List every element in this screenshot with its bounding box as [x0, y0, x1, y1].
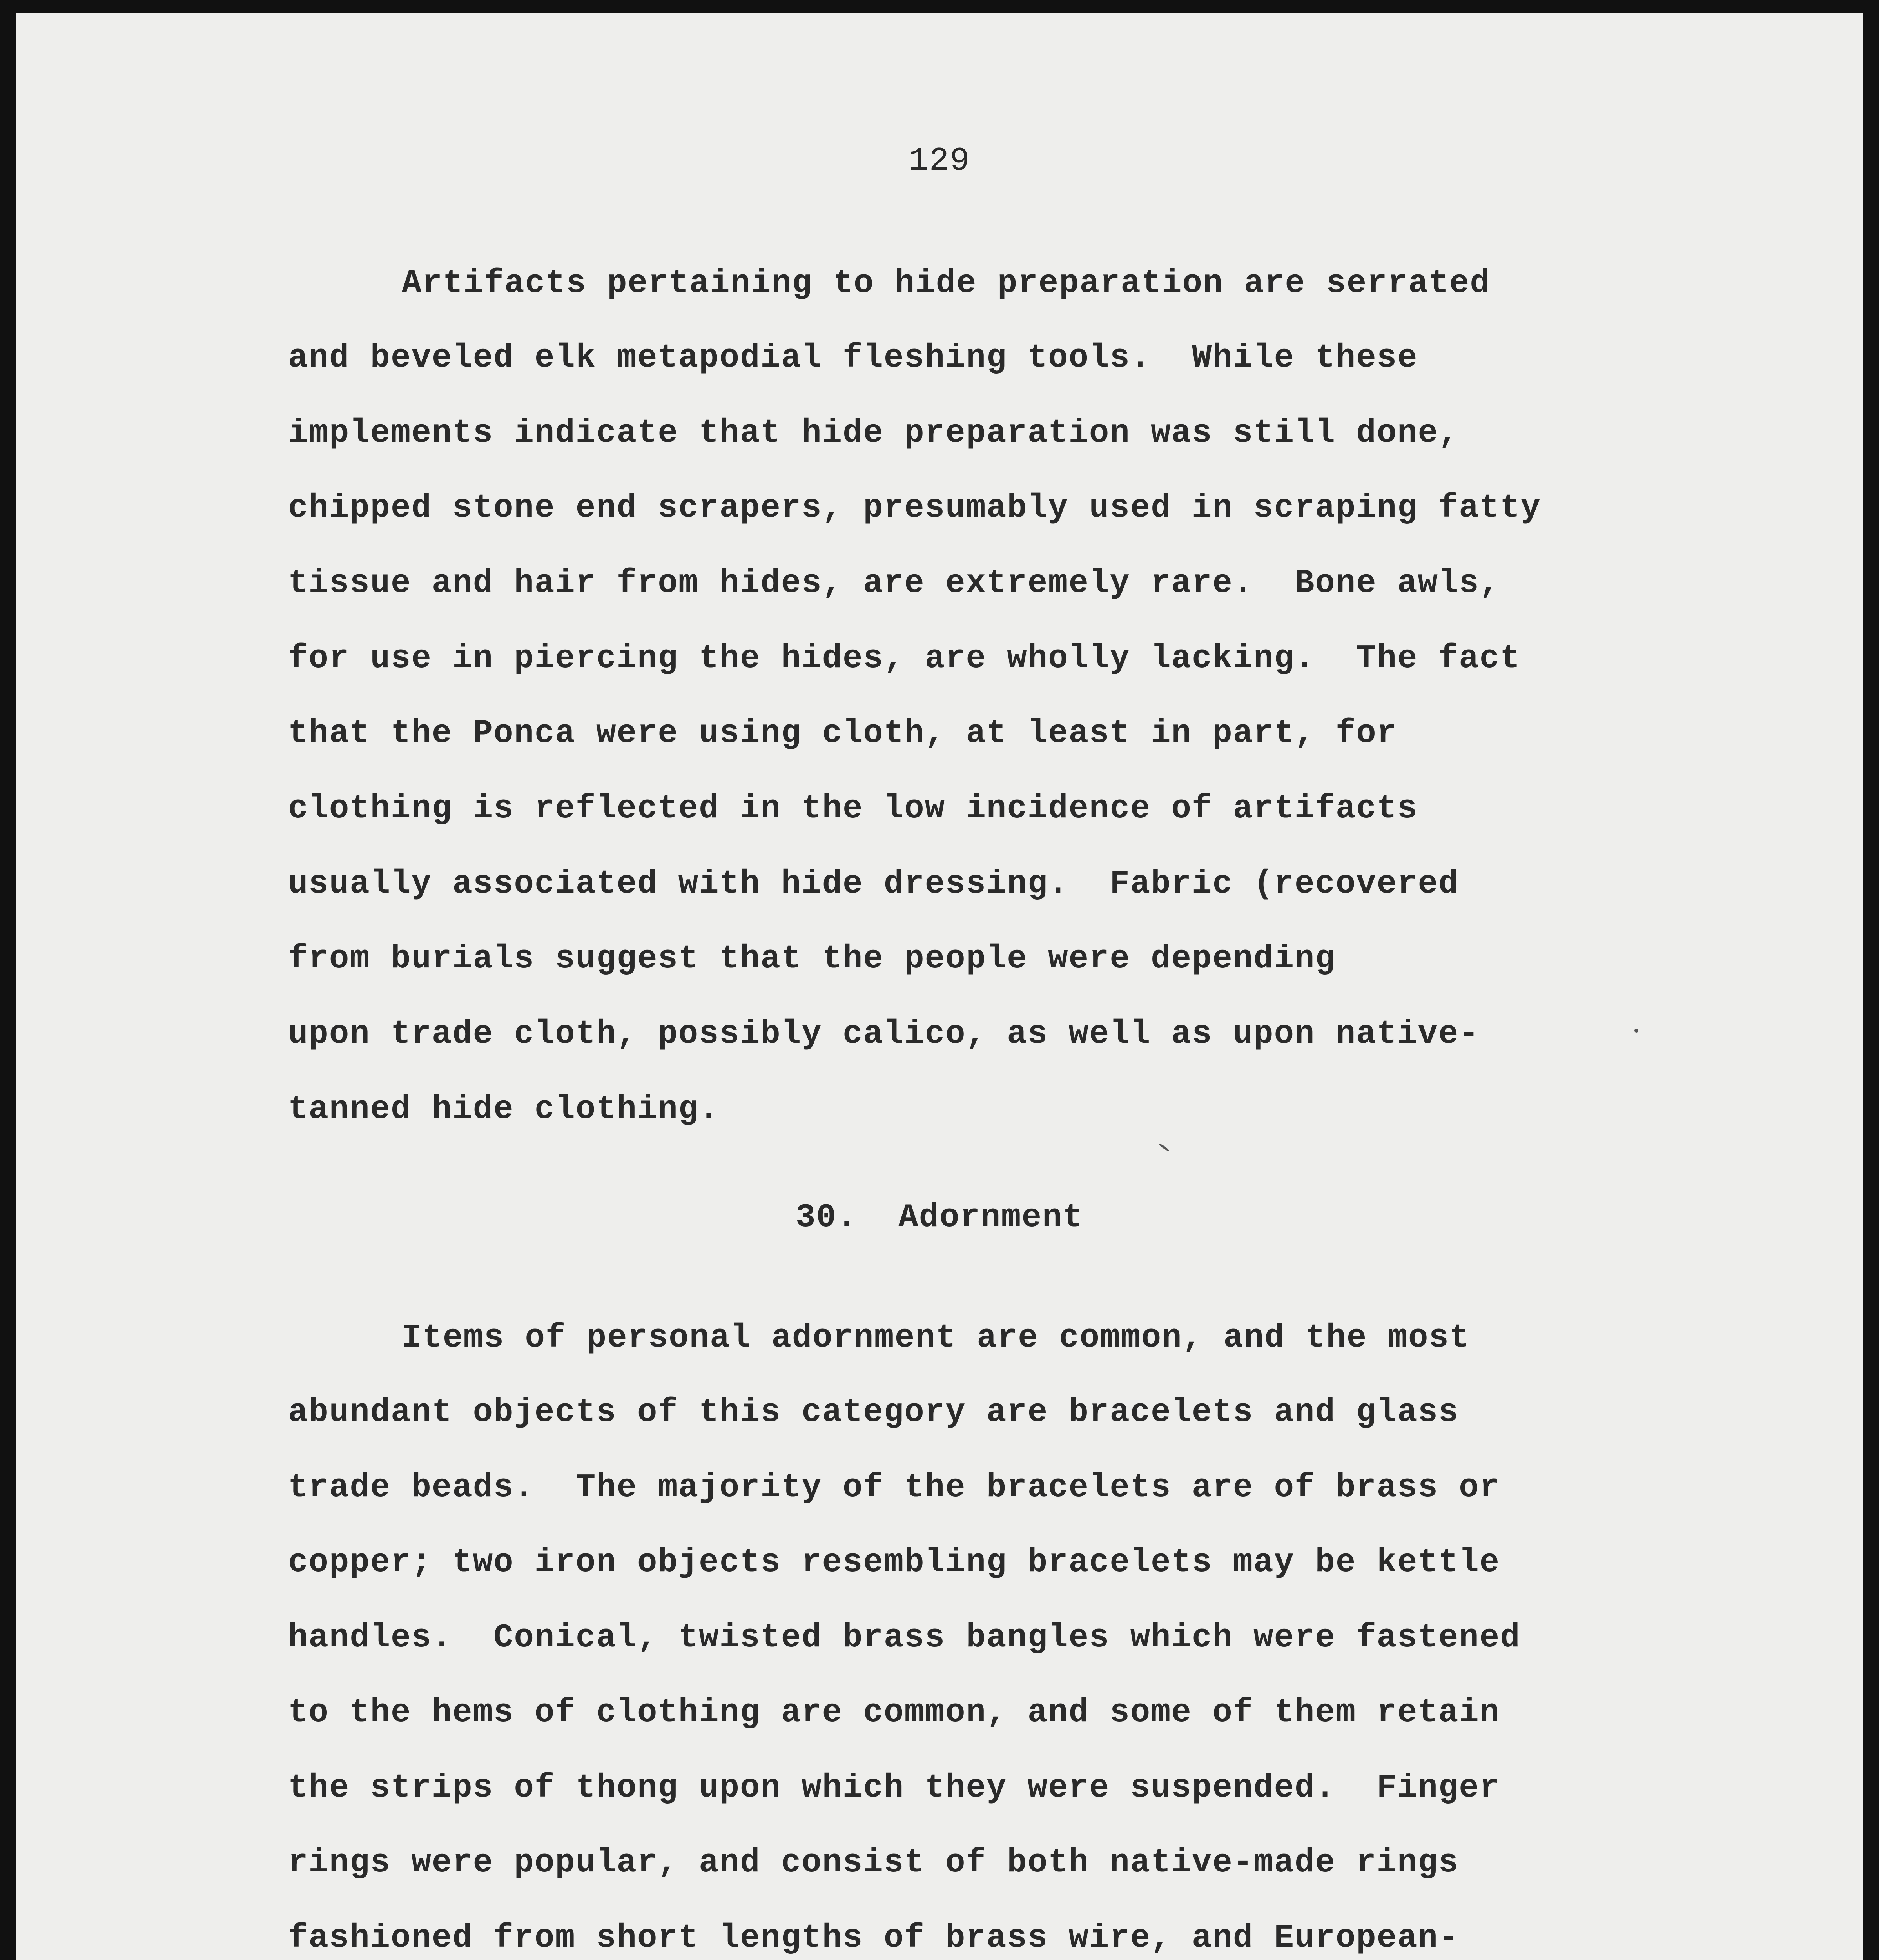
paragraph-2-line: copper; two iron objects resembling bracelets may be kettle — [288, 1544, 1500, 1581]
paragraph-2-line: to the hems of clothing are common, and some of them retain — [288, 1694, 1500, 1731]
paragraph-2-line: the strips of thong upon which they were suspended. Finger — [288, 1769, 1500, 1807]
paragraph-1-line: Artifacts pertaining to hide preparation are serrated — [402, 265, 1491, 302]
paragraph-2-line: handles. Conical, twisted brass bangles which were fastened — [288, 1619, 1521, 1657]
paragraph-1-line: usually associated with hide dressing. Fabric (recovered — [288, 866, 1459, 903]
paragraph-2-line: Items of personal adornment are common, and the most — [402, 1319, 1470, 1357]
paragraph-1-line: and beveled elk metapodial fleshing tools. While these — [288, 339, 1418, 377]
paragraph-1-line: tanned hide clothing. — [288, 1091, 720, 1128]
page-number: 129 — [909, 143, 970, 180]
paragraph-2-line: trade beads. The majority of the bracelets are of brass or — [288, 1469, 1500, 1506]
paragraph-1-line: chipped stone end scrapers, presumably used in scraping fatty — [288, 490, 1541, 527]
paragraph-2-line: rings were popular, and consist of both native-made rings — [288, 1844, 1459, 1882]
paragraph-1-line: from burials suggest that the people were depending — [288, 940, 1336, 978]
paragraph-1-line: that the Ponca were using cloth, at least in part, for — [288, 715, 1398, 752]
scan-speck — [1634, 1029, 1638, 1033]
section-number: 30. — [796, 1199, 858, 1236]
section-title: Adornment — [898, 1199, 1083, 1236]
paragraph-1-line: for use in piercing the hides, are wholly lacking. The fact — [288, 640, 1521, 677]
paragraph-1-line: upon trade cloth, possibly calico, as well as upon native- — [288, 1016, 1480, 1053]
paragraph-1-line: implements indicate that hide preparation was still done, — [288, 415, 1459, 452]
scan-speck — [1159, 1143, 1170, 1152]
paragraph-2-line: fashioned from short lengths of brass wire, and European- — [288, 1920, 1459, 1957]
paragraph-1-line: tissue and hair from hides, are extremely rare. Bone awls, — [288, 565, 1500, 602]
paragraph-1-line: clothing is reflected in the low incidence of artifacts — [288, 790, 1418, 828]
paragraph-2-line: abundant objects of this category are bracelets and glass — [288, 1394, 1459, 1431]
document-page — [16, 13, 1863, 1960]
section-heading — [16, 1199, 1863, 1236]
